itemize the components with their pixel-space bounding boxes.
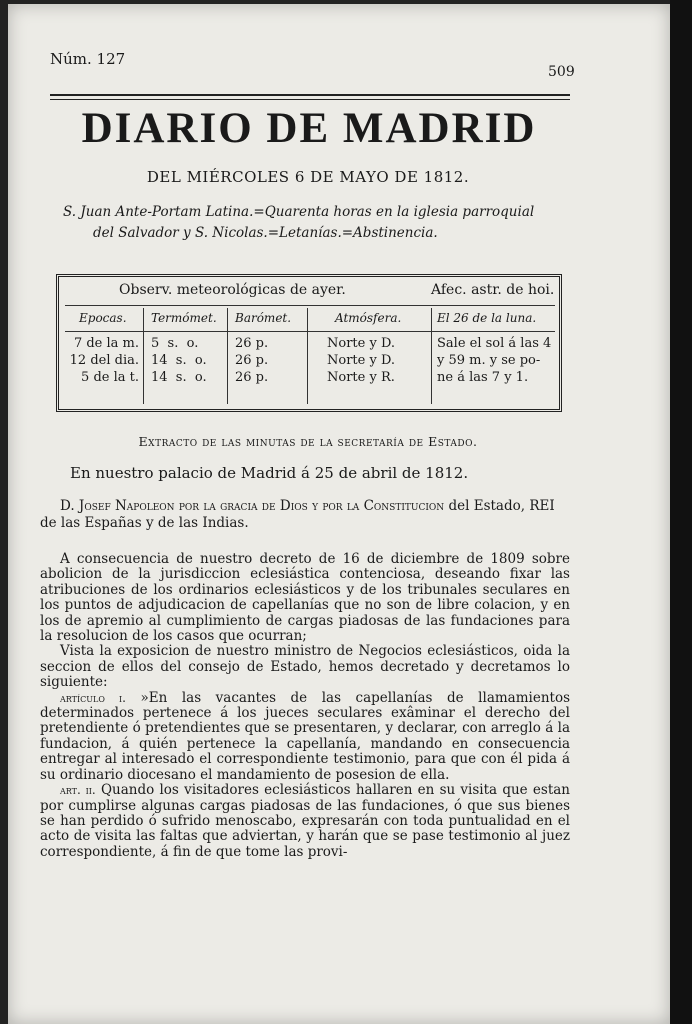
paragraph: A consecuencia de nuestro decreto de 16 de diciembre de 1809 sobre abolicion de la jurisdiccion eclesiástica contenciosa, deseando fixar las atribuciones de los ordinarios eclesiásticos y de los tribunales seculares en los puntos de adjudicacion de capellanías que no son de libre colacion, y en los de apremio al cumplimiento de cargas piadosas de las fundaciones para la resolucion de los casos que ocurran; [40, 551, 570, 645]
col-atmosfera: Norte y D. Norte y D. Norte y R. [327, 336, 396, 385]
weather-col-divider [431, 308, 432, 404]
col-luna: Sale el sol á las 4 y 59 m. y se po- ne á las 7 y 1. [437, 336, 552, 385]
weather-rule-header [65, 331, 555, 332]
header-luna: El 26 de la luna. [437, 311, 537, 325]
masthead-title: DIARIO DE MADRID [81, 105, 537, 152]
article-text: Quando los visitadores eclesiásticos hallaren en su visita que estan por cumplirse algunas cargas piadosas de las fundaciones, ó que sus bienes se han perdido ó sufrido menoscabo, expresarán con toda puntualidad en el acto de visita las faltas que adviertan, y harán que se pase testimonio al juez correspondiente, á fin de que tome las provi- [40, 782, 570, 860]
paragraph: Vista la exposicion de nuestro ministro de Negocios eclesiásticos, oida la seccion de ellos del consejo de Estado, hemos decretado y decretamos lo siguiente: [40, 643, 570, 691]
article-label: art. ii. [60, 783, 96, 798]
header-epocas: Epocas. [79, 311, 127, 325]
weather-col-divider [143, 308, 144, 404]
decree-body [40, 552, 570, 860]
header-rule-thin [50, 99, 570, 100]
saints-of-day [63, 202, 563, 244]
dateline: DEL MIÉRCOLES 6 DE MAYO DE 1812. [146, 168, 470, 186]
astro-title: Afec. astr. de hoi. [431, 282, 555, 298]
palace-dateline: En nuestro palacio de Madrid á 25 de abril de 1812. [70, 464, 469, 482]
header-atmosfera: Atmósfera. [335, 311, 402, 325]
scan-edge [670, 0, 692, 1024]
header-rule-thick [50, 94, 570, 96]
article-1 [40, 691, 570, 783]
col-epocas: 7 de la m. 12 del dia. 5 de la t. [69, 336, 139, 385]
weather-table [56, 274, 562, 412]
weather-rule-top [65, 305, 555, 306]
page-folio: 509 [548, 64, 575, 80]
newspaper-page [8, 4, 670, 1024]
weather-col-divider [307, 308, 308, 404]
saints-line-1: S. Juan Ante-Portam Latina.=Quarenta horas en la iglesia parroquial [63, 204, 535, 220]
section-heading: Extracto de las minutas de la secretaría de Estado. [138, 434, 478, 449]
article-2 [40, 783, 570, 860]
article-label: artículo i. [60, 690, 126, 705]
decree-name: D. Josef Napoleon por la gracia de Dios y por la Constitucion [60, 498, 445, 514]
weather-title: Observ. meteorológicas de ayer. [119, 282, 346, 298]
article-text: »En las vacantes de las capellanías de llamamientos determinados pertenece á los jueces seculares exâminar el derecho del pretendiente ó pretendientes que se presentaren, y declarar, con arreglo á la fundacion, á quién pertenece la capellanía, mandando en consecuencia entregar al interesado el correspondiente testimonio, para que con él pida á su ordinario diocesano el mandamiento de posesion de ella. [40, 689, 570, 783]
decree-title: del Estado, REI de las Españas y de las Indias. [40, 498, 555, 531]
saints-line-2: del Salvador y S. Nicolas.=Letanías.=Abstinencia. [93, 225, 438, 241]
header-termometro: Termómet. [151, 311, 217, 325]
col-termometro: 5 s. o. 14 s. o. 14 s. o. [151, 336, 207, 385]
col-barometro: 26 p. 26 p. 26 p. [235, 336, 269, 385]
header-barometro: Barómet. [235, 311, 292, 325]
issue-number: Núm. 127 [50, 50, 126, 68]
weather-col-divider [227, 308, 228, 404]
decree-heading [40, 498, 570, 532]
